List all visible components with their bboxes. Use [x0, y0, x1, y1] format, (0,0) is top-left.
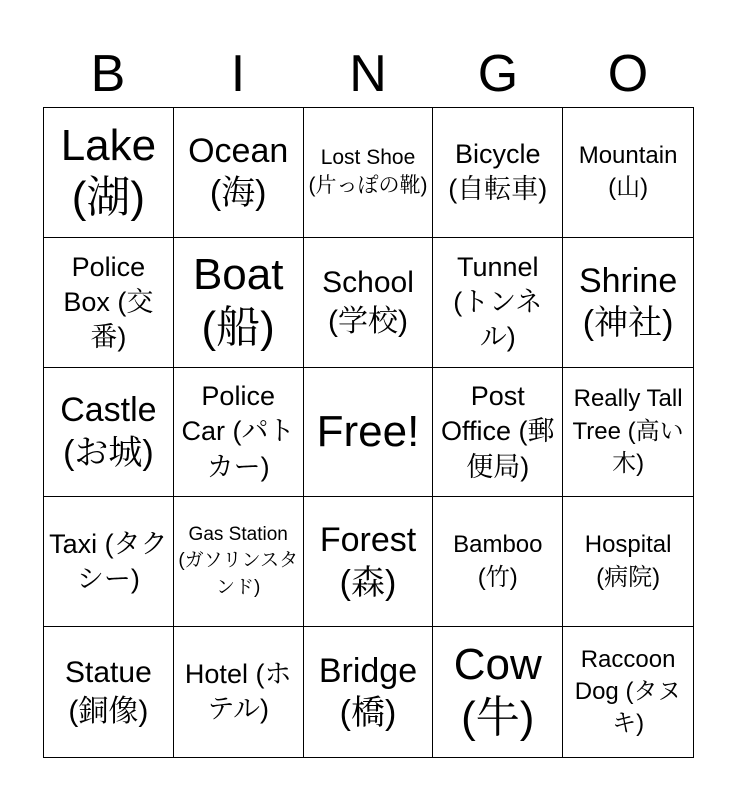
header-letter-b: B [90, 45, 126, 103]
free-space-label: Free! [316, 406, 420, 456]
bingo-cell[interactable] [44, 238, 174, 368]
bingo-cell[interactable] [563, 368, 693, 498]
bingo-cell[interactable] [433, 627, 563, 757]
cell-label: Hospital (病院) [584, 531, 672, 591]
header-letter-o: O [607, 45, 649, 103]
header-letter-n: N [349, 45, 387, 103]
bingo-cell[interactable] [563, 497, 693, 627]
bingo-cell[interactable] [433, 497, 563, 627]
cell-label: Forest (森) [319, 521, 417, 602]
bingo-cell[interactable] [433, 108, 563, 238]
cell-label: Hotel (ホテル) [184, 659, 292, 725]
cell-label: Police Box (交番) [63, 251, 154, 352]
cell-label: Taxi (タクシー) [49, 528, 168, 594]
bingo-cell[interactable] [44, 108, 174, 238]
cell-label: Bridge (橋) [318, 651, 418, 733]
cell-label: Statue (銅像) [65, 656, 152, 729]
header-letter-i: I [230, 45, 246, 103]
cell-label: Raccoon Dog (タヌキ) [574, 645, 682, 738]
cell-label: Lost Shoe (片っぽの靴) [308, 146, 428, 198]
bingo-cell[interactable] [563, 108, 693, 238]
bingo-cell[interactable] [174, 108, 304, 238]
cell-label: Lake (湖) [60, 120, 157, 223]
bingo-cell[interactable] [174, 238, 304, 368]
cell-label: Shrine (神社) [578, 261, 678, 343]
cell-label: Police Car (パトカー) [181, 381, 295, 482]
cell-label: Post Office (郵便局) [441, 381, 555, 482]
bingo-cell[interactable] [174, 368, 304, 498]
bingo-cell[interactable] [433, 238, 563, 368]
bingo-header [43, 42, 693, 106]
bingo-cell[interactable] [304, 238, 434, 368]
cell-label: Bamboo (竹) [453, 531, 543, 591]
bingo-cell[interactable] [304, 627, 434, 757]
cell-label: Tunnel (トンネル) [453, 251, 543, 352]
bingo-cell[interactable] [44, 497, 174, 627]
cell-label: Really Tall Tree (高い木) [572, 385, 684, 478]
bingo-board [43, 107, 694, 758]
cell-label: Gas Station (ガソリンスタンド) [178, 523, 299, 599]
cell-label: School (学校) [322, 266, 414, 339]
cell-label: Bicycle (自転車) [448, 139, 548, 205]
bingo-cell[interactable] [304, 497, 434, 627]
cell-label: Boat (船) [192, 250, 284, 353]
cell-label: Cow (牛) [453, 640, 542, 743]
free-space-cell[interactable] [304, 368, 434, 498]
cell-label: Mountain (山) [578, 142, 678, 202]
bingo-cell[interactable] [174, 627, 304, 757]
cell-label: Ocean (海) [188, 131, 289, 213]
bingo-cell[interactable] [433, 368, 563, 498]
cell-label: Castle (お城) [60, 391, 157, 472]
bingo-cell[interactable] [44, 368, 174, 498]
bingo-cell[interactable] [174, 497, 304, 627]
bingo-cell[interactable] [304, 108, 434, 238]
bingo-cell[interactable] [563, 238, 693, 368]
header-letter-g: G [477, 45, 519, 103]
bingo-cell[interactable] [44, 627, 174, 757]
bingo-cell[interactable] [563, 627, 693, 757]
